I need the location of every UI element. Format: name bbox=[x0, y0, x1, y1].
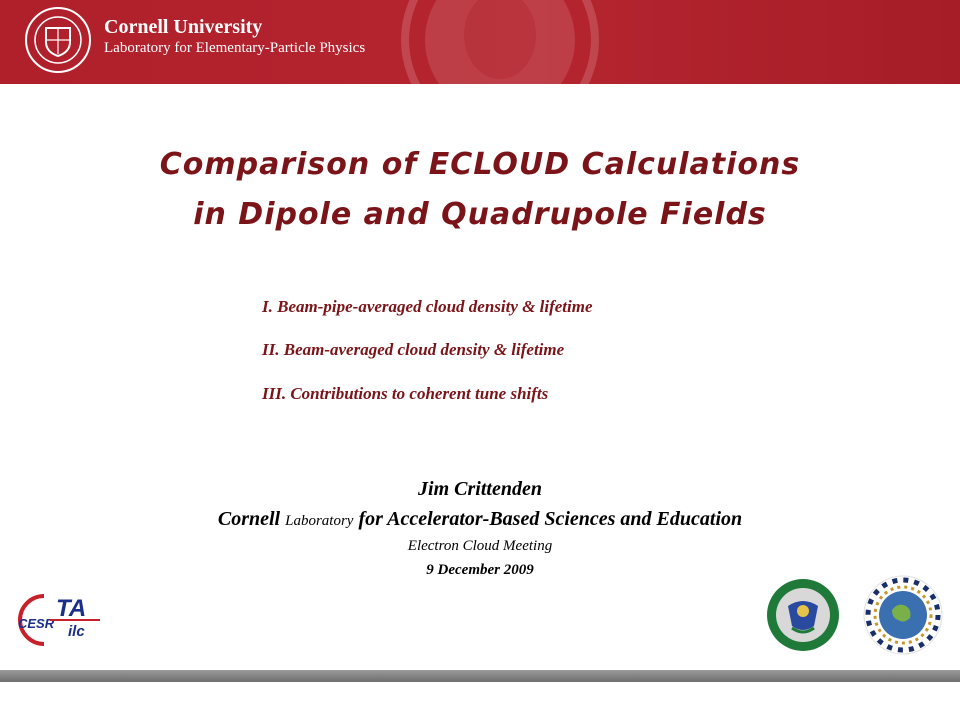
nsf-seal-icon bbox=[862, 574, 944, 656]
cesrta-logo-icon bbox=[10, 590, 106, 650]
medallion-watermark-icon bbox=[380, 0, 620, 84]
author-name: Jim Crittenden bbox=[418, 478, 542, 500]
ilc-text: ilc bbox=[68, 623, 85, 640]
author-affiliation bbox=[0, 508, 960, 531]
cesr-text: CESR bbox=[18, 616, 55, 631]
title-line-1: Comparison of ECLOUD Calculations bbox=[159, 147, 801, 182]
institution-name: Cornell University bbox=[104, 16, 263, 38]
brand-block bbox=[104, 16, 365, 58]
affiliation-prefix: Cornell bbox=[217, 508, 281, 530]
footer-bar bbox=[0, 670, 960, 682]
meeting-name: Electron Cloud Meeting bbox=[407, 538, 553, 554]
slide-title bbox=[0, 140, 960, 240]
outline-item-1: I. Beam-pipe-averaged cloud density & lifetime bbox=[262, 297, 593, 316]
ta-text: TA bbox=[56, 595, 87, 622]
title-line-2: in Dipole and Quadrupole Fields bbox=[193, 197, 767, 232]
cornell-seal-icon bbox=[24, 6, 92, 74]
doe-seal-icon bbox=[766, 578, 840, 652]
outline-item-2: II. Beam-averaged cloud density & lifetime bbox=[262, 340, 565, 359]
presentation-date: 9 December 2009 bbox=[426, 562, 534, 578]
header-banner bbox=[0, 0, 960, 84]
outline-item-3: III. Contributions to coherent tune shifts bbox=[262, 384, 549, 403]
affiliation-small: Laboratory bbox=[285, 513, 354, 529]
laboratory-name: Laboratory for Elementary-Particle Physics bbox=[104, 40, 366, 56]
affiliation-rest: for Accelerator-Based Sciences and Education bbox=[358, 508, 743, 530]
